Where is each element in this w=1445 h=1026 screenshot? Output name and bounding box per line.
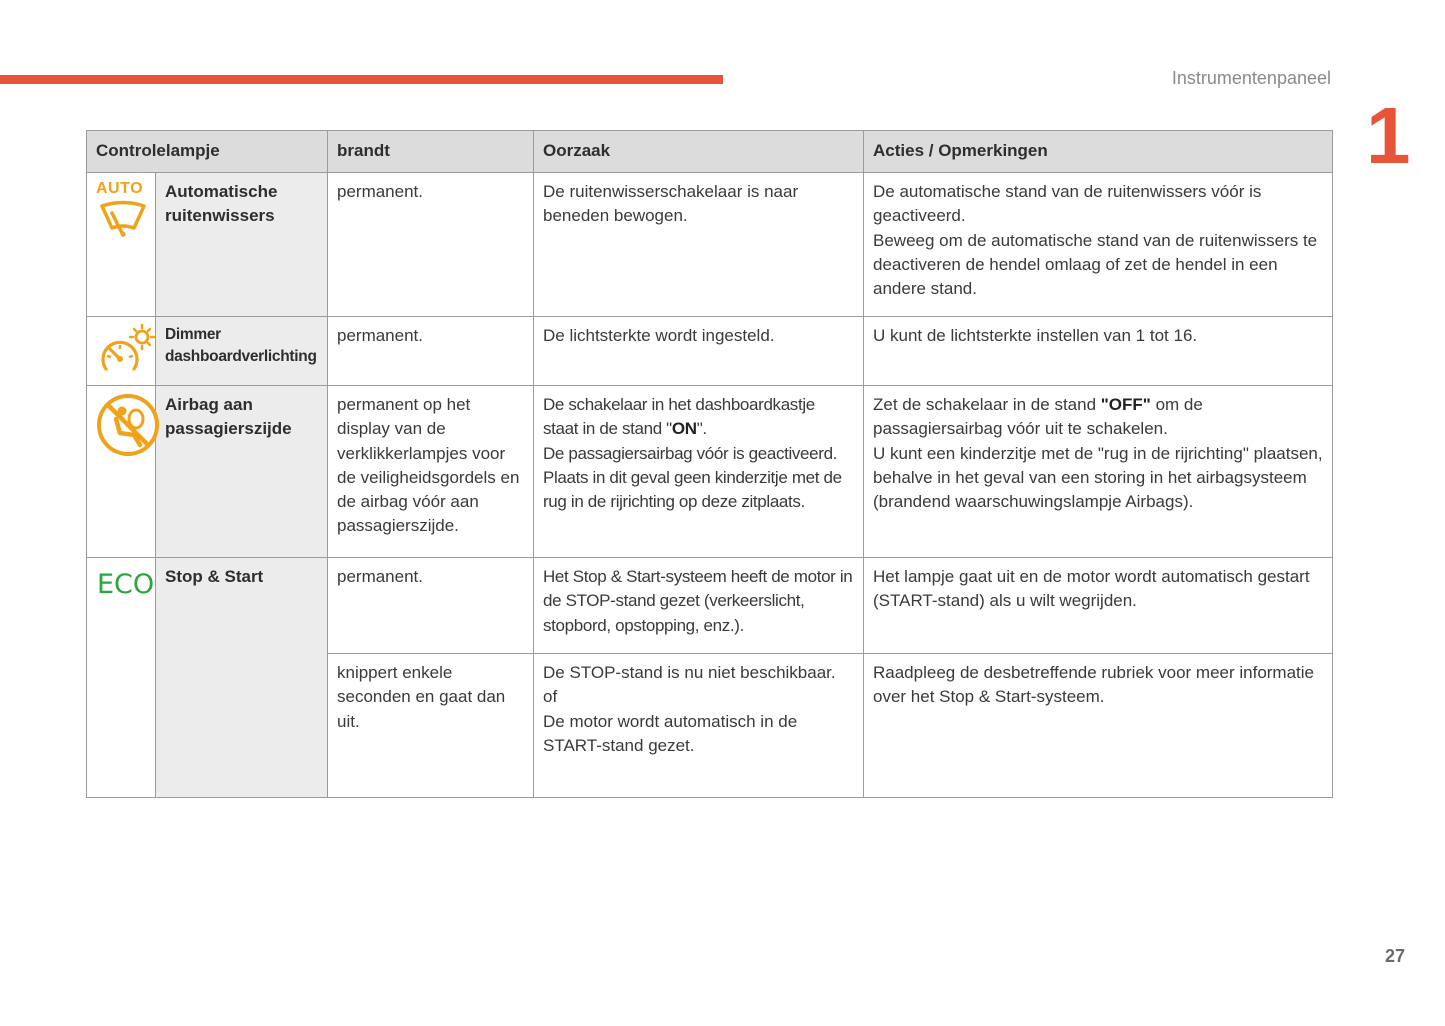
dashboard-dimmer-icon [96,323,158,375]
lamp-action: Het lampje gaat uit en de motor wordt automatisch gestart (START-stand) als u wilt wegrijden. [864,558,1333,654]
auto-wiper-icon [96,198,150,238]
accent-bar [0,75,723,84]
table-row [87,558,1333,654]
lamp-action: Raadpleeg de desbetreffende rubriek voor meer informatie over het Stop & Start-systeem. [864,654,1333,798]
table-row [87,386,1333,558]
lamp-cause: De lichtsterkte wordt ingesteld. [534,317,864,386]
lamp-icon-cell [87,558,156,798]
lamp-name: Airbag aan passagierszijde [156,386,328,558]
lamp-state: permanent op het display van de verklikkerlampjes voor de veiligheidsgordels en de airbag vóór aan passagierszijde. [328,386,534,558]
column-header-action: Acties / Opmerkingen [864,131,1333,173]
lamp-name: Stop & Start [156,558,328,798]
lamp-state: knippert enkele seconden en gaat dan uit. [328,654,534,798]
lamp-action: U kunt de lichtsterkte instellen van 1 tot 16. [864,317,1333,386]
lamp-name: Automatische ruitenwissers [156,173,328,317]
column-header-lamp: Controlelampje [87,131,328,173]
eco-icon [96,568,160,596]
lamp-cause: De ruitenwisserschakelaar is naar beneden bewogen. [534,173,864,317]
column-header-cause: Oorzaak [534,131,864,173]
lamp-name: Dimmer dashboardverlichting [156,317,328,386]
auto-label: AUTO [96,180,144,197]
lamp-icon-cell [87,317,156,386]
lamp-cause: Het Stop & Start-systeem heeft de motor in de STOP-stand gezet (verkeerslicht, stopbord, opstopping, enz.). [534,558,864,654]
lamp-icon-cell [87,386,156,558]
table-row [87,317,1333,386]
page-number: 27 [1384,946,1405,966]
lamp-action: Zet de schakelaar in de stand "OFF" om de passagiersairbag vóór uit te schakelen. U kunt een kinderzitje met de "rug in de rijrichting" plaatsen, behalve in het geval van een storing in het airbagsysteem (brandend waarschuwingslampje Airbags). [864,386,1333,558]
warning-lamps-table [86,130,1333,798]
column-header-state: brandt [328,131,534,173]
svg-text:ECO: ECO [97,569,155,596]
lamp-cause: De schakelaar in het dashboardkastje staat in de stand "ON". De passagiersairbag vóór is geactiveerd. Plaats in dit geval geen kinderzitje met de rug in de rijrichting op deze zitplaats. [534,386,864,558]
section-title: Instrumentenpaneel [1171,68,1331,88]
table-row [87,173,1333,317]
lamp-action: De automatische stand van de ruitenwissers vóór is geactiveerd. Beweeg om de automatische stand van de ruitenwissers te deactiveren de hendel omlaag of zet de hendel in een andere stand. [864,173,1333,317]
passenger-airbag-icon [96,393,160,457]
lamp-cause: De STOP-stand is nu niet beschikbaar. of De motor wordt automatisch in de START-stand gezet. [534,654,864,798]
lamp-icon-cell [87,173,156,317]
chapter-number: 1 [1366,91,1411,180]
lamp-state: permanent. [328,317,534,386]
lamp-state: permanent. [328,173,534,317]
table-header-row [87,131,1333,173]
lamp-state: permanent. [328,558,534,654]
